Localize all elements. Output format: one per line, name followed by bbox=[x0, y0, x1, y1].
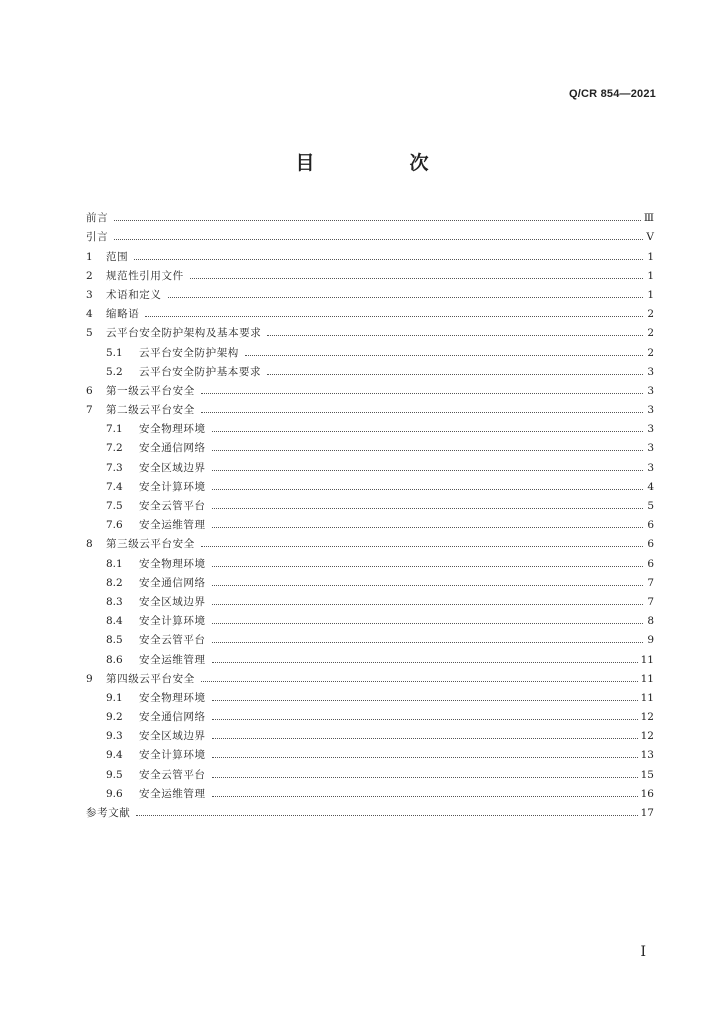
toc-entry-number: 8.5 bbox=[106, 634, 123, 647]
toc-entry-page: 9 bbox=[647, 634, 654, 647]
toc-entry[interactable] bbox=[86, 416, 654, 435]
toc-dot-leader bbox=[212, 508, 643, 509]
toc-entry-page: Ⅴ bbox=[646, 231, 654, 244]
toc-entry[interactable] bbox=[86, 570, 654, 589]
toc-entry-number: 7.6 bbox=[106, 519, 123, 532]
toc-entry-number: 9.4 bbox=[106, 749, 123, 762]
toc-dot-leader bbox=[212, 662, 638, 663]
toc-entry-number: 5.1 bbox=[106, 346, 123, 359]
toc-entry-page: 4 bbox=[647, 480, 654, 493]
toc-entry-page: 11 bbox=[640, 672, 654, 685]
toc-entry-label: 云平台安全防护架构 bbox=[139, 346, 239, 359]
toc-entry[interactable] bbox=[86, 685, 654, 704]
toc-dot-leader bbox=[212, 527, 643, 528]
toc-entry-label: 安全云管平台 bbox=[139, 634, 206, 647]
toc-entry-label: 安全通信网络 bbox=[139, 711, 206, 724]
toc-entry[interactable] bbox=[86, 378, 654, 397]
toc-entry-page: 11 bbox=[640, 691, 654, 704]
toc-entry-label: 安全计算环境 bbox=[139, 615, 206, 628]
toc-dot-leader bbox=[145, 316, 643, 317]
toc-entry[interactable] bbox=[86, 761, 654, 780]
toc-entry-label: 安全通信网络 bbox=[139, 576, 206, 589]
toc-entry-number: 6 bbox=[86, 384, 93, 397]
toc-entry-number: 8.3 bbox=[106, 595, 123, 608]
toc-entry-label: 术语和定义 bbox=[106, 288, 162, 301]
toc-entry-page: 12 bbox=[640, 711, 654, 724]
toc-entry-label: 云平台安全防护架构及基本要求 bbox=[106, 327, 262, 340]
toc-entry[interactable] bbox=[86, 359, 654, 378]
toc-dot-leader bbox=[134, 259, 643, 260]
toc-entry-label: 云平台安全防护基本要求 bbox=[139, 365, 262, 378]
table-of-contents bbox=[86, 205, 654, 819]
toc-dot-leader bbox=[267, 374, 643, 375]
toc-entry-label: 安全区域边界 bbox=[139, 461, 206, 474]
toc-entry-number: 7.4 bbox=[106, 480, 123, 493]
toc-entry-page: 13 bbox=[640, 749, 654, 762]
toc-dot-leader bbox=[212, 604, 643, 605]
page-number: I bbox=[640, 944, 646, 960]
toc-entry[interactable] bbox=[86, 243, 654, 262]
toc-dot-leader bbox=[212, 642, 643, 643]
toc-dot-leader bbox=[245, 355, 643, 356]
toc-entry-page: 3 bbox=[647, 384, 654, 397]
toc-entry-number: 7.2 bbox=[106, 442, 123, 455]
toc-entry-label: 安全运维管理 bbox=[139, 653, 206, 666]
toc-dot-leader bbox=[201, 681, 638, 682]
toc-entry-number: 9.2 bbox=[106, 711, 123, 724]
toc-entry-page: 6 bbox=[647, 557, 654, 570]
toc-entry-page: 3 bbox=[647, 423, 654, 436]
toc-entry-page: 3 bbox=[647, 404, 654, 417]
toc-dot-leader bbox=[212, 738, 638, 739]
toc-entry-page: 7 bbox=[647, 576, 654, 589]
toc-dot-leader bbox=[168, 297, 644, 298]
toc-entry-number: 9 bbox=[86, 672, 93, 685]
toc-entry-label: 第二级云平台安全 bbox=[106, 404, 195, 417]
toc-entry-page: 1 bbox=[647, 269, 654, 282]
toc-entry-page: 3 bbox=[647, 461, 654, 474]
toc-entry[interactable] bbox=[86, 531, 654, 550]
toc-dot-leader bbox=[212, 623, 643, 624]
toc-entry[interactable] bbox=[86, 205, 654, 224]
toc-entry-number: 8 bbox=[86, 538, 93, 551]
toc-entry-label: 安全物理环境 bbox=[139, 557, 206, 570]
toc-entry-label: 规范性引用文件 bbox=[106, 269, 184, 282]
toc-dot-leader bbox=[212, 757, 638, 758]
toc-entry-label: 第一级云平台安全 bbox=[106, 384, 195, 397]
toc-entry-page: 7 bbox=[647, 595, 654, 608]
toc-entry-label: 参考文献 bbox=[86, 807, 131, 819]
toc-entry-page: 5 bbox=[647, 500, 654, 512]
toc-entry-number: 7.3 bbox=[106, 461, 123, 474]
toc-entry-label: 安全物理环境 bbox=[139, 691, 206, 704]
toc-entry[interactable] bbox=[86, 550, 654, 569]
toc-entry-number: 1 bbox=[86, 250, 93, 263]
toc-entry-page: 2 bbox=[647, 346, 654, 359]
toc-entry-page: 12 bbox=[640, 730, 654, 743]
toc-entry-number: 8.6 bbox=[106, 653, 123, 666]
toc-dot-leader bbox=[212, 431, 643, 432]
toc-dot-leader bbox=[201, 393, 643, 394]
toc-entry-page: Ⅲ bbox=[643, 212, 654, 225]
toc-dot-leader bbox=[114, 220, 641, 221]
toc-entry-number: 9.3 bbox=[106, 730, 123, 743]
toc-entry[interactable] bbox=[86, 282, 654, 301]
toc-entry[interactable] bbox=[86, 435, 654, 454]
toc-entry-page: 2 bbox=[647, 308, 654, 321]
toc-entry[interactable] bbox=[86, 339, 654, 358]
toc-entry-label: 安全运维管理 bbox=[139, 787, 206, 800]
toc-entry[interactable] bbox=[86, 646, 654, 665]
toc-entry-page: 1 bbox=[647, 288, 654, 301]
toc-entry-label: 安全计算环境 bbox=[139, 480, 206, 493]
toc-entry-label: 缩略语 bbox=[106, 308, 140, 321]
toc-dot-leader bbox=[212, 777, 638, 778]
toc-dot-leader bbox=[212, 796, 638, 797]
toc-entry[interactable] bbox=[86, 627, 654, 646]
toc-entry-page: 3 bbox=[647, 442, 654, 455]
toc-entry[interactable] bbox=[86, 589, 654, 608]
toc-entry-number: 8.4 bbox=[106, 615, 123, 628]
toc-entry-number: 4 bbox=[86, 308, 93, 321]
toc-dot-leader bbox=[212, 450, 643, 451]
toc-entry-label: 前言 bbox=[86, 212, 109, 225]
toc-entry-number: 8.2 bbox=[106, 576, 123, 589]
toc-entry-label: 安全区域边界 bbox=[139, 730, 206, 743]
toc-entry-number: 7 bbox=[86, 404, 93, 417]
toc-entry-number: 9.6 bbox=[106, 787, 123, 800]
toc-entry-number: 9.1 bbox=[106, 691, 123, 704]
toc-entry-label: 第三级云平台安全 bbox=[106, 538, 195, 551]
toc-entry-label: 引言 bbox=[86, 231, 109, 244]
toc-entry-label: 范围 bbox=[106, 250, 129, 263]
toc-entry-number: 9.5 bbox=[106, 768, 123, 781]
toc-entry-page: 11 bbox=[640, 653, 654, 666]
toc-entry-page: 6 bbox=[647, 519, 654, 532]
toc-entry-label: 安全云管平台 bbox=[139, 768, 206, 781]
toc-dot-leader bbox=[136, 815, 637, 816]
toc-dot-leader bbox=[212, 585, 643, 586]
toc-entry-page: 8 bbox=[647, 615, 654, 628]
toc-dot-leader bbox=[201, 412, 643, 413]
toc-entry-page: 15 bbox=[640, 768, 654, 781]
toc-entry-number: 2 bbox=[86, 269, 93, 282]
toc-entry[interactable] bbox=[86, 493, 654, 512]
toc-entry-label: 安全区域边界 bbox=[139, 595, 206, 608]
toc-entry-number: 7.5 bbox=[106, 500, 123, 512]
toc-entry-number: 3 bbox=[86, 288, 93, 301]
toc-entry[interactable] bbox=[86, 474, 654, 493]
toc-dot-leader bbox=[212, 566, 643, 567]
toc-entry-label: 安全物理环境 bbox=[139, 423, 206, 436]
toc-entry[interactable] bbox=[86, 301, 654, 320]
toc-dot-leader bbox=[212, 700, 638, 701]
toc-entry-page: 3 bbox=[647, 365, 654, 378]
toc-entry-page: 6 bbox=[647, 538, 654, 551]
toc-entry-number: 5.2 bbox=[106, 365, 123, 378]
toc-entry[interactable] bbox=[86, 723, 654, 742]
toc-entry-label: 安全通信网络 bbox=[139, 442, 206, 455]
toc-entry[interactable] bbox=[86, 608, 654, 627]
toc-entry[interactable] bbox=[86, 397, 654, 416]
toc-entry-page: 2 bbox=[647, 327, 654, 340]
toc-entry[interactable] bbox=[86, 320, 654, 339]
toc-entry-label: 安全云管平台 bbox=[139, 500, 206, 512]
toc-dot-leader bbox=[201, 546, 643, 547]
toc-dot-leader bbox=[212, 719, 638, 720]
toc-entry-number: 5 bbox=[86, 327, 93, 340]
toc-entry[interactable] bbox=[86, 742, 654, 761]
toc-dot-leader bbox=[190, 278, 643, 279]
toc-dot-leader bbox=[212, 470, 643, 471]
toc-entry[interactable] bbox=[86, 704, 654, 723]
toc-entry-page: 17 bbox=[640, 807, 654, 819]
toc-entry[interactable] bbox=[86, 666, 654, 685]
toc-entry-number: 8.1 bbox=[106, 557, 123, 570]
toc-dot-leader bbox=[212, 489, 643, 490]
toc-entry[interactable] bbox=[86, 454, 654, 473]
toc-entry[interactable] bbox=[86, 512, 654, 531]
toc-entry[interactable] bbox=[86, 224, 654, 243]
toc-dot-leader bbox=[114, 239, 643, 240]
document-code: Q/CR 854—2021 bbox=[569, 88, 656, 100]
toc-entry[interactable] bbox=[86, 800, 654, 819]
toc-dot-leader bbox=[267, 335, 643, 336]
toc-entry-number: 7.1 bbox=[106, 423, 123, 436]
toc-entry-label: 第四级云平台安全 bbox=[106, 672, 195, 685]
toc-entry-page: 1 bbox=[647, 250, 654, 263]
toc-entry[interactable] bbox=[86, 781, 654, 800]
toc-entry-label: 安全计算环境 bbox=[139, 749, 206, 762]
toc-entry[interactable] bbox=[86, 263, 654, 282]
toc-entry-page: 16 bbox=[640, 787, 654, 800]
toc-title: 目 次 bbox=[295, 152, 467, 174]
toc-entry-label: 安全运维管理 bbox=[139, 519, 206, 532]
